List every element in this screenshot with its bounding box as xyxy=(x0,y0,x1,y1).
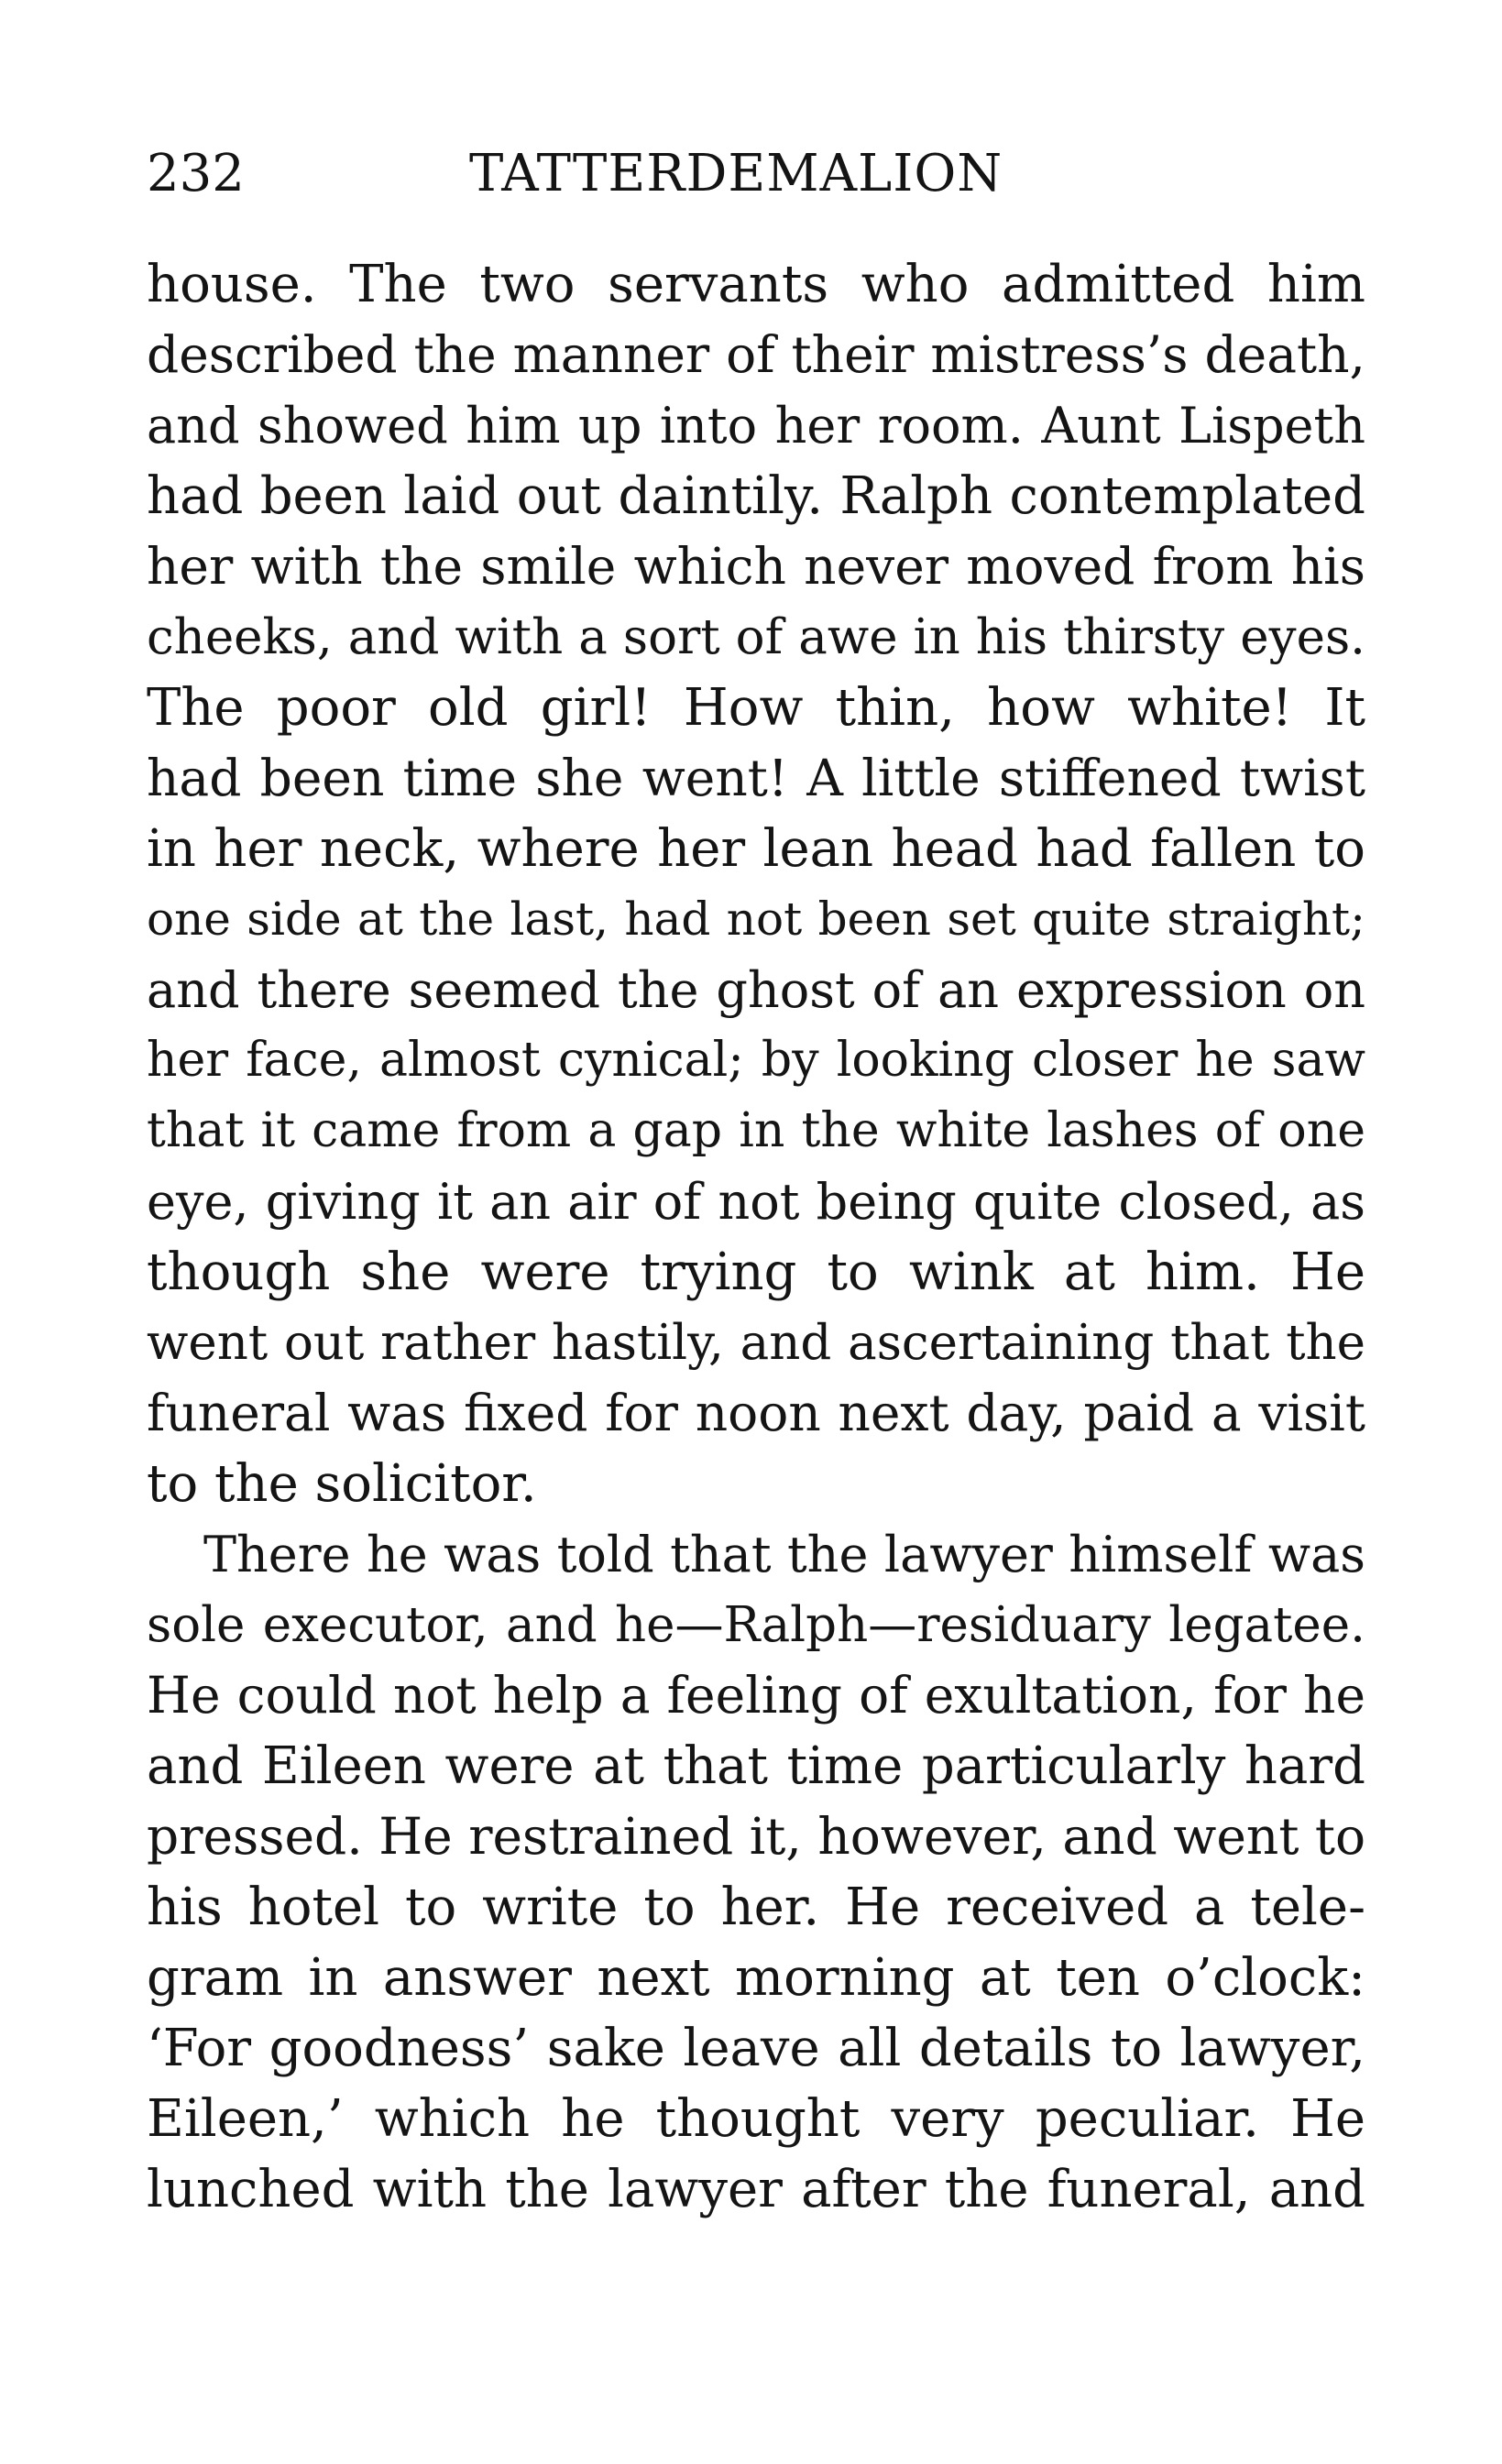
text-line: gram in answer next morning at ten o’clock: xyxy=(147,1948,1365,2008)
text-line: Eileen,’ which he thought very peculiar. He xyxy=(147,2089,1365,2149)
text-line: funeral was fixed for noon next day, paid a visit xyxy=(147,1384,1365,1442)
text-line: lunched with the lawyer after the funeral, and xyxy=(147,2160,1365,2219)
text-line: her with the smile which never moved from his xyxy=(147,537,1365,596)
text-line: house. The two servants who admitted him xyxy=(147,255,1365,314)
text-line: sole executor, and he—Ralph—residuary legatee. xyxy=(147,1597,1365,1653)
text-line: eye, giving it an air of not being quite closed, as xyxy=(147,1173,1365,1231)
text-line: though she were trying to wink at him. He xyxy=(147,1243,1365,1302)
text-line: his hotel to write to her. He received a tele- xyxy=(147,1878,1365,1937)
text-line: went out rather hastily, and ascertaining that the xyxy=(147,1315,1365,1371)
text-line: and showed him up into her room. Aunt Lispeth xyxy=(147,397,1365,454)
text-line: He could not help a feeling of exultation, for he xyxy=(147,1666,1365,1725)
text-line: that it came from a gap in the white lashes of one xyxy=(147,1103,1365,1158)
text-line: one side at the last, had not been set quite straight; xyxy=(147,893,1365,946)
text-line: pressed. He restrained it, however, and went to xyxy=(147,1807,1365,1866)
running-title: TATTERDEMALION xyxy=(469,144,1003,203)
text-line: cheeks, and with a sort of awe in his thirsty eyes. xyxy=(147,609,1365,665)
text-line: There he was told that the lawyer himself was xyxy=(203,1526,1365,1583)
running-head xyxy=(147,137,1365,211)
text-line: The poor old girl! How thin, how white! It xyxy=(147,678,1365,738)
text-line: ‘For goodness’ sake leave all details to lawyer, xyxy=(147,2019,1365,2078)
text-line: had been laid out daintily. Ralph contemplated xyxy=(147,466,1365,526)
text-line: described the manner of their mistress’s death, xyxy=(147,325,1365,384)
text-line: in her neck, where her lean head had fallen to xyxy=(147,819,1365,879)
text-line: and there seemed the ghost of an expression on xyxy=(147,961,1365,1019)
body-text xyxy=(147,249,1365,2225)
text-line: her face, almost cynical; by looking closer he saw xyxy=(147,1033,1365,1088)
text-line: and Eileen were at that time particularly hard xyxy=(147,1736,1365,1796)
text-line: had been time she went! A little stiffened twist xyxy=(147,749,1365,807)
paragraph xyxy=(147,249,1365,1519)
paragraph xyxy=(147,1519,1365,2225)
text-line: to the solicitor. xyxy=(147,1454,537,1514)
page-number: 232 xyxy=(147,144,245,203)
